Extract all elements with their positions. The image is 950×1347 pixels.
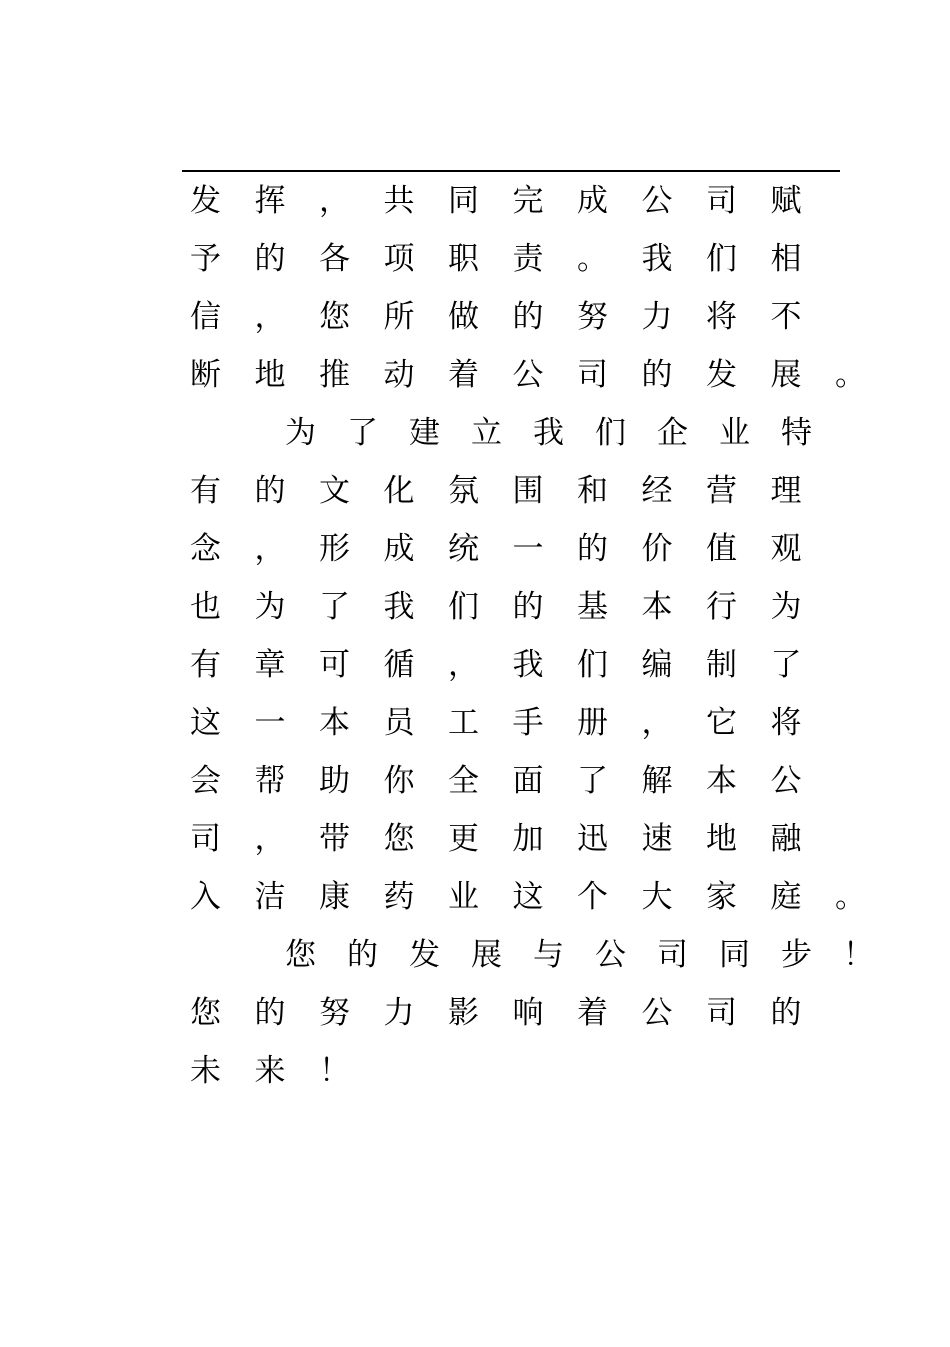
text-glyph: 着 [577, 995, 608, 1031]
text-glyph: 努 [319, 995, 350, 1031]
text-glyph: 响 [512, 995, 544, 1031]
text-glyph: 的 [254, 241, 286, 277]
text-glyph: 助 [319, 763, 350, 799]
text-glyph: 庭 [770, 879, 802, 915]
text-line [190, 288, 890, 346]
text-glyph: 这 [512, 879, 544, 915]
text-glyph: 面 [512, 763, 544, 799]
text-glyph: 司 [706, 995, 737, 1031]
text-glyph: 价 [641, 531, 673, 567]
text-glyph: 速 [641, 821, 673, 857]
text-glyph: 力 [383, 995, 415, 1031]
text-glyph: ， [319, 183, 350, 219]
text-glyph: 形 [319, 531, 350, 567]
text-line [190, 636, 890, 694]
text-glyph: 展 [471, 937, 502, 973]
text-glyph: 经 [641, 473, 673, 509]
text-glyph: 循 [383, 647, 415, 683]
text-glyph: 章 [254, 647, 286, 683]
text-glyph: 基 [577, 589, 608, 625]
text-glyph: 的 [577, 531, 608, 567]
text-glyph: 带 [319, 821, 350, 857]
text-glyph: 司 [190, 821, 221, 857]
text-glyph: 也 [190, 589, 221, 625]
text-glyph: 未 [190, 1053, 221, 1089]
text-glyph: ， [254, 299, 286, 335]
text-glyph: 。 [577, 241, 608, 277]
text-glyph: 的 [347, 937, 378, 973]
text-glyph: 大 [641, 879, 673, 915]
text-glyph: 工 [448, 705, 479, 741]
text-glyph: 为 [770, 589, 802, 625]
text-glyph: 制 [706, 647, 737, 683]
text-glyph: 洁 [254, 879, 286, 915]
text-glyph: 发 [190, 183, 221, 219]
text-glyph: 迅 [577, 821, 608, 857]
text-glyph: 发 [409, 937, 440, 973]
text-glyph: 完 [512, 183, 544, 219]
text-glyph: 可 [319, 647, 350, 683]
text-glyph: 将 [706, 299, 737, 335]
text-glyph: 挥 [254, 183, 286, 219]
text-glyph: 入 [190, 879, 221, 915]
text-glyph: 了 [347, 415, 378, 451]
text-glyph: 有 [190, 473, 221, 509]
text-glyph: 成 [383, 531, 415, 567]
text-glyph: 信 [190, 299, 221, 335]
text-glyph: 影 [448, 995, 479, 1031]
text-glyph: 司 [657, 937, 688, 973]
text-glyph: 责 [512, 241, 544, 277]
text-glyph: 来 [254, 1053, 286, 1089]
text-glyph: 将 [770, 705, 802, 741]
text-line [190, 868, 890, 926]
text-glyph: 您 [319, 299, 350, 335]
text-glyph: 化 [383, 473, 415, 509]
text-glyph: 与 [533, 937, 564, 973]
text-glyph: 和 [577, 473, 608, 509]
text-glyph: 本 [641, 589, 673, 625]
text-glyph: 发 [706, 357, 737, 393]
text-glyph: 做 [448, 299, 479, 335]
text-glyph: ！ [843, 937, 874, 973]
text-glyph: 同 [448, 183, 479, 219]
text-glyph: 氛 [448, 473, 479, 509]
text-glyph: 赋 [770, 183, 802, 219]
text-glyph: 予 [190, 241, 221, 277]
text-glyph: 本 [319, 705, 350, 741]
text-line [190, 810, 890, 868]
text-glyph: 个 [577, 879, 608, 915]
text-glyph: 共 [383, 183, 415, 219]
text-glyph: 推 [319, 357, 350, 393]
text-glyph: 家 [706, 879, 737, 915]
text-glyph: ， [254, 821, 286, 857]
text-glyph: 解 [641, 763, 673, 799]
text-glyph: 司 [577, 357, 608, 393]
text-glyph: 会 [190, 763, 221, 799]
text-glyph: 地 [254, 357, 286, 393]
text-glyph: 各 [319, 241, 350, 277]
text-glyph: 员 [383, 705, 415, 741]
text-glyph: 围 [512, 473, 544, 509]
text-line [190, 520, 890, 578]
text-glyph: 您 [190, 995, 221, 1031]
text-glyph: 更 [448, 821, 479, 857]
text-line [190, 230, 890, 288]
text-glyph: 步 [781, 937, 812, 973]
text-glyph: 观 [770, 531, 802, 567]
text-glyph: 文 [319, 473, 350, 509]
text-glyph: 不 [770, 299, 802, 335]
text-line [190, 404, 890, 462]
text-glyph: 们 [706, 241, 737, 277]
text-glyph: 动 [383, 357, 415, 393]
text-line [190, 172, 890, 230]
text-glyph: 公 [770, 763, 802, 799]
text-glyph: 统 [448, 531, 479, 567]
text-glyph: 的 [512, 589, 544, 625]
text-glyph: 这 [190, 705, 221, 741]
text-glyph: 立 [471, 415, 502, 451]
text-glyph: ， [448, 647, 479, 683]
text-glyph: 我 [383, 589, 415, 625]
text-glyph: ， [254, 531, 286, 567]
text-glyph: 本 [706, 763, 737, 799]
text-glyph: 一 [254, 705, 286, 741]
text-line [190, 926, 890, 984]
text-glyph: 您 [285, 937, 316, 973]
text-glyph: 全 [448, 763, 479, 799]
text-glyph: 您 [383, 821, 415, 857]
text-glyph: 公 [641, 995, 673, 1031]
text-glyph: 相 [770, 241, 802, 277]
text-glyph: 我 [533, 415, 564, 451]
text-glyph: 为 [285, 415, 316, 451]
text-line [190, 346, 890, 404]
text-glyph: 项 [383, 241, 415, 277]
text-glyph: 们 [577, 647, 608, 683]
text-glyph: 的 [254, 473, 286, 509]
text-line [190, 462, 890, 520]
text-glyph: 你 [383, 763, 415, 799]
text-glyph: 药 [383, 879, 415, 915]
body-text [190, 172, 890, 1100]
text-line [190, 984, 890, 1042]
text-glyph: 理 [770, 473, 802, 509]
text-glyph: 的 [512, 299, 544, 335]
text-glyph: 我 [512, 647, 544, 683]
text-line [190, 694, 890, 752]
text-glyph: 帮 [254, 763, 286, 799]
text-glyph: 业 [719, 415, 750, 451]
text-glyph: 的 [254, 995, 286, 1031]
text-glyph: 所 [383, 299, 415, 335]
text-glyph: 行 [706, 589, 737, 625]
text-line [190, 1042, 890, 1100]
text-glyph: ！ [319, 1053, 350, 1089]
text-glyph: 营 [706, 473, 737, 509]
text-glyph: 念 [190, 531, 221, 567]
text-glyph: 了 [577, 763, 608, 799]
text-glyph: 一 [512, 531, 544, 567]
text-glyph: 它 [706, 705, 737, 741]
text-glyph: 的 [770, 995, 802, 1031]
text-glyph: 的 [641, 357, 673, 393]
text-glyph: 展 [770, 357, 802, 393]
text-glyph: 公 [641, 183, 673, 219]
text-glyph: 公 [512, 357, 544, 393]
text-glyph: 编 [641, 647, 673, 683]
text-glyph: 业 [448, 879, 479, 915]
text-glyph: 有 [190, 647, 221, 683]
text-glyph: 值 [706, 531, 737, 567]
text-glyph: 公 [595, 937, 626, 973]
text-glyph: ， [641, 705, 673, 741]
text-glyph: 康 [319, 879, 350, 915]
text-glyph: 了 [770, 647, 802, 683]
text-glyph: 们 [448, 589, 479, 625]
text-glyph: 司 [706, 183, 737, 219]
text-glyph: 建 [409, 415, 440, 451]
text-glyph: 地 [706, 821, 737, 857]
text-glyph: 职 [448, 241, 479, 277]
text-glyph: 成 [577, 183, 608, 219]
text-glyph: 断 [190, 357, 221, 393]
text-glyph: 们 [595, 415, 626, 451]
text-glyph: 企 [657, 415, 688, 451]
text-glyph: 同 [719, 937, 750, 973]
text-line [190, 752, 890, 810]
text-glyph: 特 [781, 415, 812, 451]
text-glyph: 了 [319, 589, 350, 625]
text-glyph: 着 [448, 357, 479, 393]
text-glyph: 为 [254, 589, 286, 625]
text-glyph: 力 [641, 299, 673, 335]
text-glyph: 册 [577, 705, 608, 741]
text-line [190, 578, 890, 636]
text-glyph: 我 [641, 241, 673, 277]
text-glyph: 。 [835, 879, 866, 915]
text-glyph: 。 [835, 357, 866, 393]
text-glyph: 加 [512, 821, 544, 857]
text-glyph: 手 [512, 705, 544, 741]
text-glyph: 努 [577, 299, 608, 335]
text-glyph: 融 [770, 821, 802, 857]
